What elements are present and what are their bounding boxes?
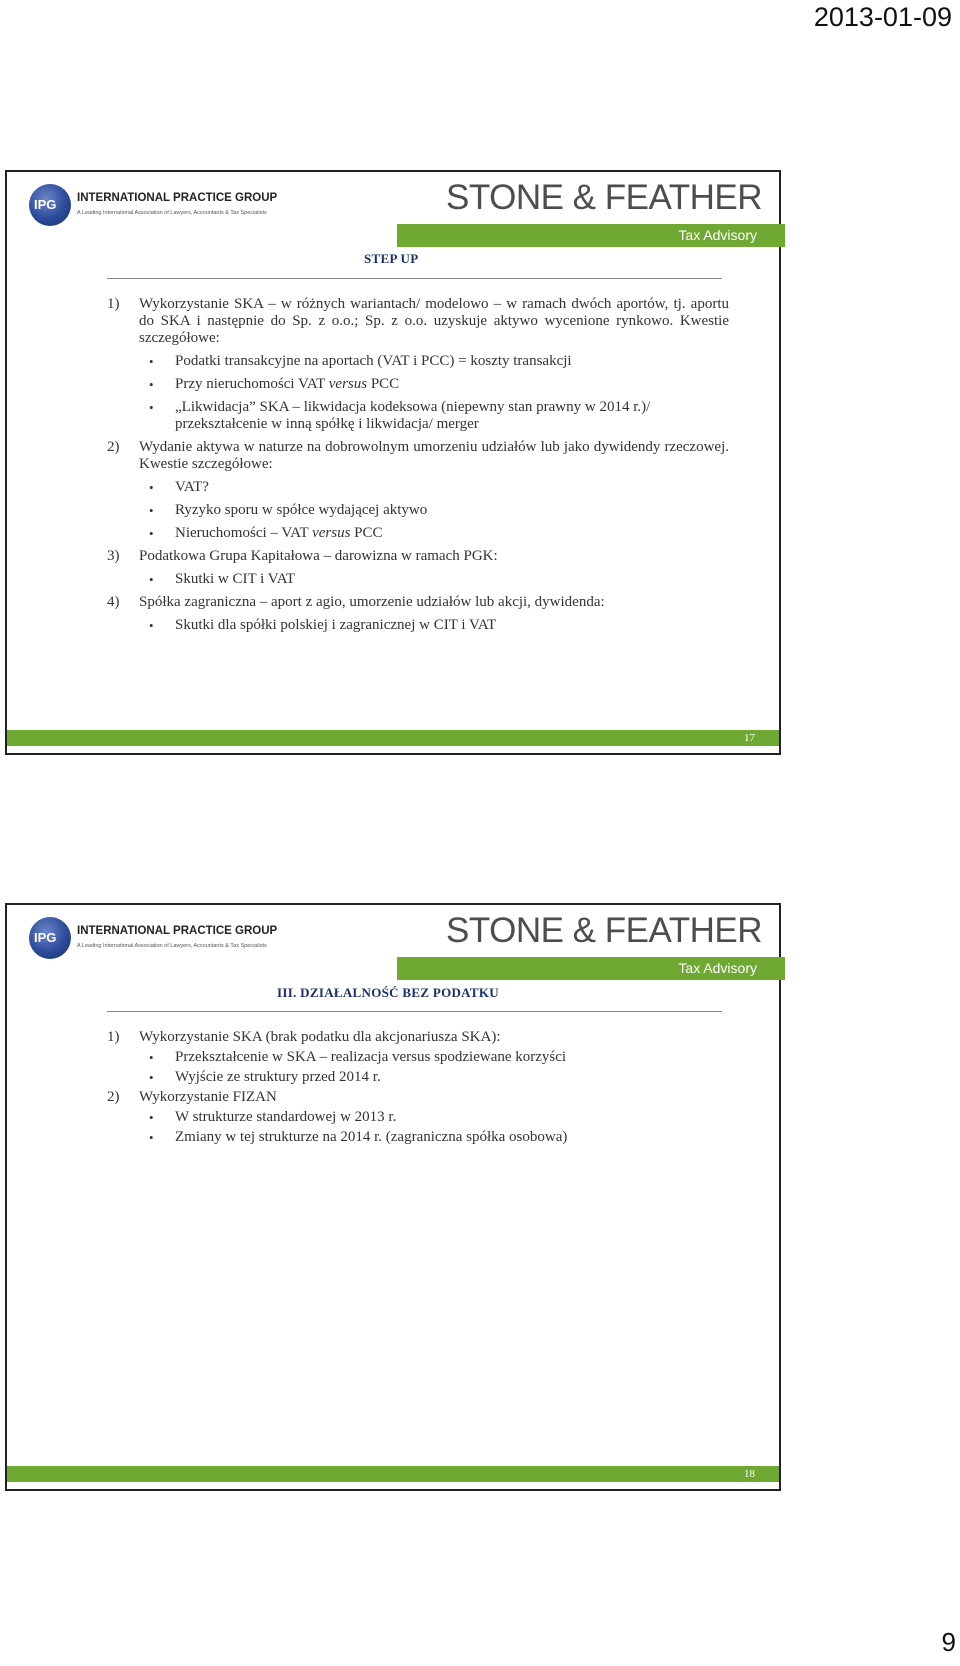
bullet-item: • Skutki dla spółki polskiej i zagranicznej w CIT i VAT (107, 617, 729, 634)
slide-content (107, 1029, 729, 1149)
bullet-item: • Zmiany w tej strukturze na 2014 r. (zagraniczna spółka osobowa) (107, 1129, 729, 1146)
brand-logo: STONE & FEATHER (446, 911, 762, 950)
bullet-item: • Skutki w CIT i VAT (107, 571, 729, 588)
bullet-item: • „Likwidacja” SKA – likwidacja kodeksowa (niepewny stan prawny w 2014 r.)/ przekształcenie w inną spółkę i likwidacja/ merger (107, 399, 729, 433)
slide-number: 18 (744, 1468, 755, 1480)
tax-advisory-label: Tax Advisory (678, 227, 757, 243)
numbered-item: 2) Wydanie aktywa w naturze na dobrowolnym umorzeniu udziałów lub jako dywidendy rzeczowej. Kwestie szczegółowe: (107, 439, 729, 472)
page-date: 2013-01-09 (813, 2, 952, 32)
numbered-item: 2) Wykorzystanie FIZAN (107, 1089, 277, 1105)
ipg-logo (29, 182, 278, 228)
footer-bar (7, 730, 779, 746)
title-divider (107, 278, 722, 279)
bullet-item: • Przy nieruchomości VAT versus PCC (107, 376, 729, 393)
slide-content (107, 296, 729, 640)
title-divider (107, 1011, 722, 1012)
slide-number: 17 (744, 732, 755, 744)
bullet-item: • W strukturze standardowej w 2013 r. (107, 1109, 729, 1126)
bullet-item: • Wyjście ze struktury przed 2014 r. (107, 1069, 729, 1086)
numbered-item: 1) Wykorzystanie SKA – w różnych wariantach/ modelowo – w ramach dwóch aportów, tj. aportu do SKA i następnie do Sp. z o.o.; Sp. z o.o. uzyskuje aktywo wycenione rynkowo. Kwestie szczegółowe: (107, 296, 729, 346)
bullet-item: • Przekształcenie w SKA – realizacja versus spodziewane korzyści (107, 1049, 729, 1066)
ipg-globe-icon: IPG (29, 917, 71, 959)
slide-title: STEP UP (364, 251, 419, 266)
bullet-item: • VAT? (107, 479, 729, 496)
ipg-globe-icon: IPG (29, 184, 71, 226)
ipg-subtitle: A Leading International Association of Lawyers, Accountants & Tax Specialists (77, 210, 267, 216)
slide-18 (5, 903, 781, 1491)
ipg-subtitle: A Leading International Association of Lawyers, Accountants & Tax Specialists (77, 943, 267, 949)
ipg-logo (29, 915, 278, 961)
bullet-item: • Ryzyko sporu w spółce wydającej aktywo (107, 502, 729, 519)
page-number: 9 (941, 1627, 956, 1657)
bullet-item: • Nieruchomości – VAT versus PCC (107, 525, 729, 542)
ipg-title: INTERNATIONAL PRACTICE GROUP (77, 192, 278, 204)
tax-advisory-label: Tax Advisory (678, 960, 757, 976)
slide-17 (5, 170, 781, 755)
brand-logo: STONE & FEATHER (446, 178, 762, 217)
numbered-item: 1) Wykorzystanie SKA (brak podatku dla akcjonariusza SKA): (107, 1029, 501, 1045)
numbered-item: 4) Spółka zagraniczna – aport z agio, umorzenie udziałów lub akcji, dywidenda: (107, 594, 605, 610)
ipg-title: INTERNATIONAL PRACTICE GROUP (77, 925, 278, 937)
footer-bar (7, 1466, 779, 1482)
bullet-item: • Podatki transakcyjne na aportach (VAT i PCC) = koszty transakcji (107, 353, 729, 370)
numbered-item: 3) Podatkowa Grupa Kapitałowa – darowizna w ramach PGK: (107, 548, 498, 564)
slide-title: III. DZIAŁALNOŚĆ BEZ PODATKU (277, 985, 499, 1000)
